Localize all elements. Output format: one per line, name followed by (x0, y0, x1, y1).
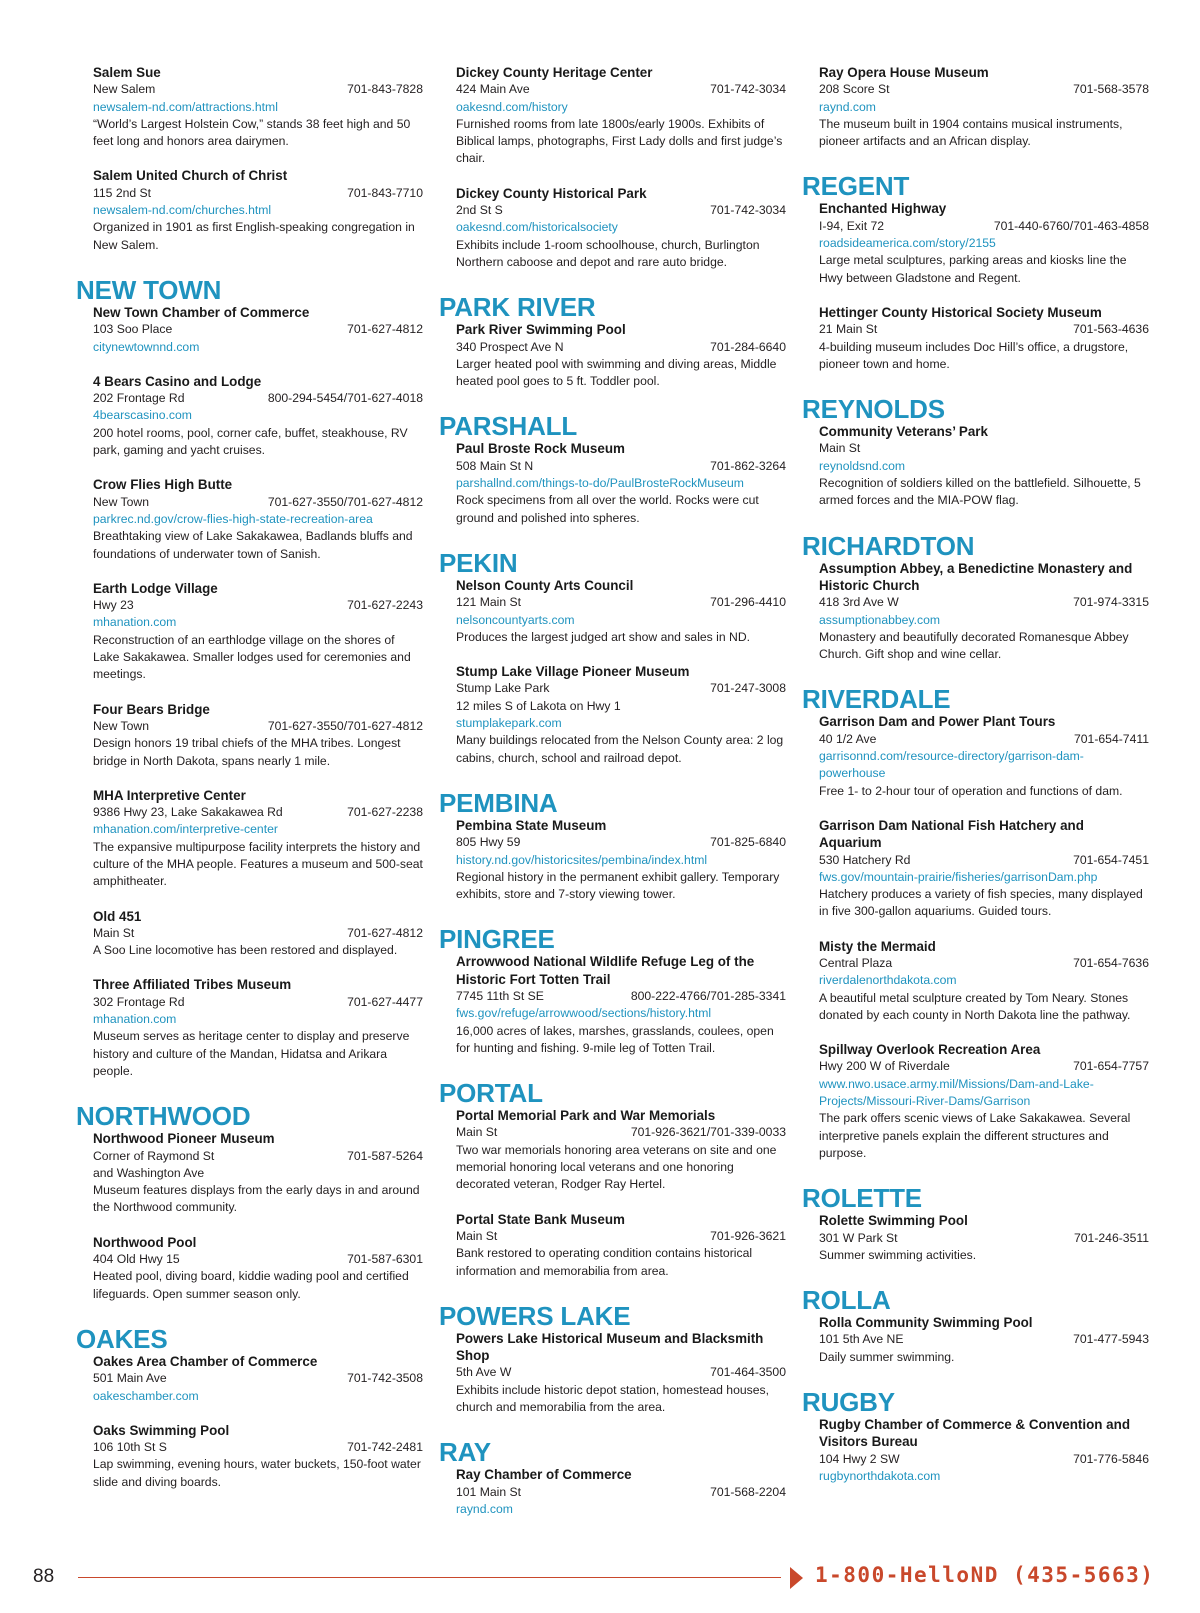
city-section (439, 292, 786, 390)
listing-entry (456, 1211, 786, 1280)
listing-entry (819, 1314, 1149, 1366)
address-phone-row (93, 321, 423, 338)
listing-entry (819, 1041, 1149, 1162)
listing-entry (819, 64, 1149, 150)
listing-website-link[interactable]: parkrec.nd.gov/crow-flies-high-state-recreation-area (93, 511, 373, 526)
address-phone-row (819, 852, 1149, 869)
listing-name: Ray Opera House Museum (819, 65, 989, 80)
listing-website-link[interactable]: reynoldsnd.com (819, 458, 906, 473)
listing-name: Community Veterans’ Park (819, 424, 988, 440)
listing-website-link[interactable]: oakesnd.com/history (456, 99, 568, 114)
listing-description: Regional history in the permanent exhibit gallery. Temporary exhibits, store and 7-story viewing tower. (456, 869, 780, 902)
listing-website-link[interactable]: nelsoncountyarts.com (456, 612, 575, 627)
listing-phone: 701-742-2481 (347, 1440, 423, 1455)
listing-entry (456, 663, 786, 767)
city-section (439, 1437, 786, 1518)
listing-name: Salem Sue (93, 65, 161, 80)
address-phone-row (819, 440, 1149, 457)
listing-address: Main St (456, 1228, 498, 1243)
city-heading: OAKES (76, 1323, 168, 1354)
listing-entry (93, 373, 423, 459)
listing-entry (456, 1330, 786, 1416)
listing-phone: 701-654-7636 (1073, 955, 1149, 970)
listing-address: 103 Soo Place (93, 322, 173, 337)
city-section (802, 394, 1149, 509)
listing-name: Misty the Mermaid (819, 938, 936, 954)
city-section (439, 787, 786, 903)
city-heading: PARK RIVER (439, 292, 596, 323)
listing-website-link[interactable]: citynewtownnd.com (93, 339, 200, 354)
listing-address: Central Plaza (819, 955, 893, 970)
listing-website-link[interactable]: history.nd.gov/historicsites/pembina/index.html (456, 852, 708, 867)
footer-phone-number: 1-800-HelloND (435-5663) (815, 1563, 1155, 1587)
listing-name: Portal Memorial Park and War Memorials (456, 1108, 716, 1124)
city-section (802, 1285, 1149, 1366)
city-section (819, 64, 1149, 150)
address-phone-row (819, 81, 1149, 98)
listing-description: Hatchery produces a variety of fish species, many displayed in five 300-gallon aquariums. Guided tours. (819, 887, 1143, 919)
listing-address: 508 Main St N (456, 458, 534, 473)
city-heading: PEMBINA (439, 787, 558, 818)
listing-phone: 701-464-3500 (710, 1365, 786, 1380)
listing-entry (456, 577, 786, 646)
arrow-right-icon (790, 1567, 803, 1589)
listing-address: 40 1/2 Ave (819, 731, 877, 746)
city-heading: REYNOLDS (802, 394, 945, 425)
listing-description: Free 1- to 2-hour tour of operation and functions of dam. (819, 783, 1123, 798)
listing-address: 101 Main St (456, 1484, 522, 1499)
listing-phone: 701-587-6301 (347, 1252, 423, 1267)
city-heading: NEW TOWN (76, 274, 222, 305)
listing-phone: 701-627-4477 (347, 994, 423, 1009)
listing-phone: 701-568-3578 (1073, 82, 1149, 97)
listing-name: Paul Broste Rock Museum (456, 441, 625, 457)
listing-phone: 701-776-5846 (1073, 1451, 1149, 1466)
listing-website-link[interactable]: newsalem-nd.com/churches.html (93, 203, 272, 218)
listing-name: Northwood Pioneer Museum (93, 1131, 275, 1147)
address-phone-row (819, 1230, 1149, 1247)
listing-description: Produces the largest judged art show and sales in ND. (456, 629, 751, 644)
listing-name: Oaks Swimming Pool (93, 1422, 230, 1438)
address-phone-row (819, 218, 1149, 235)
city-section (802, 1387, 1149, 1485)
listing-entry (93, 1353, 423, 1405)
listing-website-link[interactable]: raynd.com (456, 1501, 513, 1516)
listing-entry (93, 476, 423, 562)
city-section (456, 64, 786, 271)
listing-entry (819, 1416, 1149, 1485)
column-1 (76, 64, 423, 1508)
listing-address: 121 Main St (456, 595, 522, 610)
listing-entry (93, 580, 423, 684)
city-section (76, 1101, 423, 1303)
listing-description: The expansive multipurpose facility interprets the history and culture of the MHA people. Features a museum and 500-seat amphitheater. (93, 839, 423, 889)
listing-phone: 701-296-4410 (710, 595, 786, 610)
listing-phone: 701-627-2243 (347, 598, 423, 613)
listing-description: A beautiful metal sculpture created by Tom Neary. Stones donated by each county in North Dakota line the pathway. (819, 990, 1131, 1022)
listing-name: Four Bears Bridge (93, 701, 210, 717)
listing-phone: 701-742-3034 (710, 82, 786, 97)
listing-description: Rock specimens from all over the world. Rocks were cut ground and polished into spheres. (456, 493, 759, 525)
listing-name: MHA Interpretive Center (93, 787, 246, 803)
listing-website-link[interactable]: mhanation.com (93, 1012, 177, 1027)
city-heading: PORTAL (439, 1078, 543, 1109)
listing-entry (456, 1107, 786, 1193)
listing-entry (93, 1234, 423, 1303)
city-heading: POWERS LAKE (439, 1300, 631, 1331)
listing-entry (93, 304, 423, 356)
column-3 (802, 64, 1149, 1502)
page-footer (0, 1560, 1200, 1600)
listing-entry (456, 953, 786, 1057)
listing-address: 501 Main Ave (93, 1371, 167, 1386)
listing-description: Many buildings relocated from the Nelson County area: 2 log cabins, church, school and railroad depot. (456, 733, 784, 765)
listing-description: Exhibits include historic depot station, homestead houses, church and memorabilia from the area. (456, 1382, 769, 1415)
listing-address: 2nd St S (456, 203, 503, 218)
listing-website-link[interactable]: garrisonnd.com/resource-directory/garrison-dam-powerhouse (819, 749, 1084, 781)
address-phone-row (819, 1331, 1149, 1348)
listing-entry (819, 200, 1149, 286)
listing-description: Large metal sculptures, parking areas and kiosks line the Hwy between Gladstone and Regent. (819, 253, 1127, 285)
city-heading: REGENT (802, 171, 910, 202)
listing-website-link[interactable]: www.nwo.usace.army.mil/Missions/Dam-and-Lake-Projects/Missouri-River-Dams/Garrison (819, 1076, 1094, 1109)
listing-entry (819, 817, 1149, 921)
listing-phone: 701-477-5943 (1073, 1332, 1149, 1347)
listing-entry (93, 1130, 423, 1216)
listing-entry (93, 701, 423, 770)
address-phone-row (819, 1058, 1149, 1075)
listing-phone: 800-294-5454/701-627-4018 (267, 391, 423, 406)
listing-address: Corner of Raymond St (93, 1148, 215, 1163)
listing-website-link[interactable]: rugbynorthdakota.com (819, 1468, 941, 1483)
listing-phone: 800-222-4766/701-285-3341 (630, 988, 786, 1003)
address-phone-row (456, 680, 786, 697)
listing-address: 424 Main Ave (456, 82, 530, 97)
listing-website-link[interactable]: 4bearscasino.com (93, 408, 192, 423)
listing-address: 5th Ave W (456, 1365, 512, 1380)
city-heading: RUGBY (802, 1387, 895, 1418)
listing-address: Main St (93, 925, 135, 940)
listing-address: 340 Prospect Ave N (456, 339, 564, 354)
listing-description: Recognition of soldiers killed on the battlefield. Silhouette, 5 armed forces and the MIA-POW flag. (819, 476, 1141, 508)
listing-name: Assumption Abbey, a Benedictine Monastery and Historic Church (819, 560, 1133, 593)
listing-description: Daily summer swimming. (819, 1349, 955, 1364)
page-number: 88 (33, 1566, 55, 1587)
listing-address: 9386 Hwy 23, Lake Sakakawea Rd (93, 805, 283, 820)
city-heading: NORTHWOOD (76, 1101, 251, 1132)
address-phone-row (819, 321, 1149, 338)
listing-description: Monastery and beautifully decorated Romanesque Abbey Church. Gift shop and wine cellar. (819, 629, 1129, 662)
city-heading: ROLLA (802, 1285, 891, 1316)
address-phone-row (93, 994, 423, 1011)
listing-website-link[interactable]: roadsideamerica.com/story/2155 (819, 236, 996, 251)
address-phone-row (819, 955, 1149, 972)
listing-phone: 701-926-3621/701-339-0033 (630, 1125, 786, 1140)
listing-name: Dickey County Heritage Center (456, 65, 653, 80)
city-heading: RAY (439, 1437, 491, 1468)
listing-name: Earth Lodge Village (93, 580, 218, 596)
address-phone-row (456, 988, 786, 1005)
listing-website-link[interactable]: oakeschamber.com (93, 1388, 199, 1403)
city-section (76, 274, 423, 1080)
listing-name: Pembina State Museum (456, 817, 607, 833)
address-phone-row (456, 1124, 786, 1141)
listing-name: Powers Lake Historical Museum and Blacksmith Shop (456, 1330, 764, 1364)
listing-entry (456, 185, 786, 271)
listing-description: 200 hotel rooms, pool, corner cafe, buffet, steakhouse, RV park, gaming and yacht cruises. (93, 425, 408, 458)
listing-phone: 701-247-3008 (710, 681, 786, 696)
listing-entry (819, 938, 1149, 1024)
listing-phone: 701-627-3550/701-627-4812 (267, 718, 423, 733)
listing-address: New Town (93, 494, 149, 509)
listing-name: New Town Chamber of Commerce (93, 304, 310, 320)
listing-address-line-2: and Washington Ave (93, 1165, 205, 1180)
listing-website-link[interactable]: oakesnd.com/historicalsociety (456, 220, 618, 235)
address-phone-row (456, 458, 786, 475)
address-phone-row (93, 718, 423, 735)
city-heading: RIVERDALE (802, 684, 951, 715)
listing-name: Rolette Swimming Pool (819, 1213, 968, 1229)
listing-website-link[interactable]: riverdalenorthdakota.com (819, 973, 957, 988)
listing-name: Portal State Bank Museum (456, 1211, 625, 1227)
address-phone-row (93, 1251, 423, 1268)
listing-entry (93, 167, 423, 253)
listing-description: Summer swimming activities. (819, 1247, 977, 1262)
address-phone-row (93, 1439, 423, 1456)
listing-name: Spillway Overlook Recreation Area (819, 1042, 1041, 1058)
listing-address: 106 10th St S (93, 1440, 167, 1455)
listing-description: Design honors 19 tribal chiefs of the MHA tribes. Longest bridge in North Dakota, spans nearly 1 mile. (93, 736, 401, 768)
address-phone-row (456, 1228, 786, 1245)
listing-phone: 701-284-6640 (710, 339, 786, 354)
listing-website-link[interactable]: newsalem-nd.com/attractions.html (93, 99, 278, 114)
listing-description: Lap swimming, evening hours, water buckets, 150-foot water slide and diving boards. (93, 1457, 421, 1489)
city-section (76, 1323, 423, 1491)
column-2 (439, 64, 786, 1535)
listing-description: Organized in 1901 as first English-speaking congregation in New Salem. (93, 220, 415, 252)
address-phone-row (456, 834, 786, 851)
listing-phone: 701-587-5264 (347, 1148, 423, 1163)
listing-address: Main St (819, 441, 861, 456)
listing-phone: 701-568-2204 (710, 1484, 786, 1499)
listing-phone: 701-742-3034 (710, 203, 786, 218)
listing-name: Ray Chamber of Commerce (456, 1467, 632, 1483)
listing-name: Rolla Community Swimming Pool (819, 1315, 1033, 1331)
listing-description: The museum built in 1904 contains musical instruments, pioneer artifacts and an African display. (819, 116, 1123, 149)
listing-entry (819, 560, 1149, 664)
listing-address: Stump Lake Park (456, 681, 550, 696)
listing-address: 104 Hwy 2 SW (819, 1451, 900, 1466)
address-phone-row (93, 390, 423, 407)
listing-name: Stump Lake Village Pioneer Museum (456, 664, 690, 680)
city-section (439, 1300, 786, 1416)
listing-phone: 701-627-4812 (347, 925, 423, 940)
listing-address: 115 2nd St (93, 185, 152, 200)
listing-address: 7745 11th St SE (456, 988, 544, 1003)
listing-address: 202 Frontage Rd (93, 391, 185, 406)
listing-website-link[interactable]: mhanation.com/interpretive-center (93, 822, 278, 837)
address-phone-row (456, 1364, 786, 1381)
listing-entry (819, 713, 1149, 799)
listing-description: Heated pool, diving board, kiddie wading pool and certified lifeguards. Open summer season only. (93, 1269, 409, 1301)
listing-address: Hwy 23 (93, 598, 134, 613)
listing-name: Park River Swimming Pool (456, 322, 626, 338)
city-heading: ROLETTE (802, 1183, 922, 1214)
listing-phone: 701-825-6840 (710, 835, 786, 850)
address-phone-row (93, 494, 423, 511)
listing-name: Oakes Area Chamber of Commerce (93, 1353, 318, 1369)
listing-entry (456, 321, 786, 390)
listing-entry (456, 440, 786, 526)
address-phone-row (456, 594, 786, 611)
listing-name: 4 Bears Casino and Lodge (93, 373, 262, 389)
listing-phone: 701-974-3315 (1073, 595, 1149, 610)
listing-name: Garrison Dam and Power Plant Tours (819, 714, 1056, 730)
listing-phone: 701-563-4636 (1073, 322, 1149, 337)
listing-name: Three Affiliated Tribes Museum (93, 977, 292, 993)
city-section (439, 411, 786, 526)
listing-entry (93, 1422, 423, 1491)
listing-phone: 701-654-7757 (1073, 1059, 1149, 1074)
listing-description: 16,000 acres of lakes, marshes, grasslands, coulees, open for hunting and fishing. 9-mile leg of Totten Trail. (456, 1023, 774, 1055)
listing-entry (93, 64, 423, 150)
address-phone-row (93, 1148, 423, 1165)
listing-address: Main St (456, 1125, 498, 1140)
listing-name: Crow Flies High Butte (93, 477, 233, 493)
address-phone-row (456, 1484, 786, 1501)
address-phone-row (819, 1451, 1149, 1468)
listing-name: Enchanted Highway (819, 201, 947, 217)
listing-description: Reconstruction of an earthlodge village on the shores of Lake Sakakawea. Smaller lodges used for ceremonies and meetings. (93, 632, 411, 682)
address-phone-row (93, 81, 423, 98)
address-phone-row (819, 731, 1149, 748)
listing-phone: 701-843-7828 (347, 82, 423, 97)
listing-entry (93, 908, 423, 960)
listing-address: 301 W Park St (819, 1230, 898, 1245)
listing-name: Garrison Dam National Fish Hatchery and Aquarium (819, 817, 1084, 851)
city-heading: PEKIN (439, 547, 518, 578)
city-section (439, 924, 786, 1057)
city-section (802, 530, 1149, 664)
listing-description: The park offers scenic views of Lake Sakakawea. Several interpretive panels explain the different structures and purpose. (819, 1111, 1131, 1160)
listing-name: Dickey County Historical Park (456, 185, 647, 201)
city-section (802, 684, 1149, 1162)
address-phone-row (93, 925, 423, 942)
listing-address: 805 Hwy 59 (456, 835, 521, 850)
address-phone-row (456, 202, 786, 219)
listing-description: Furnished rooms from late 1800s/early 1900s. Exhibits of Biblical lamps, photographs, First Lady dolls and first judge’s chair. (456, 116, 783, 166)
city-heading: PARSHALL (439, 411, 578, 442)
listing-name: Northwood Pool (93, 1234, 197, 1250)
listing-name: Nelson County Arts Council (456, 577, 634, 593)
listing-entry (819, 1212, 1149, 1264)
listing-description: Larger heated pool with swimming and diving areas, Middle heated pool goes to 5 ft. Toddler pool. (456, 356, 777, 389)
listing-phone: 701-862-3264 (710, 458, 786, 473)
listing-description: Bank restored to operating condition contains historical information and memorabilia from area. (456, 1246, 753, 1278)
listing-phone: 701-926-3621 (710, 1228, 786, 1243)
listing-phone: 701-627-2238 (347, 805, 423, 820)
listing-phone: 701-654-7451 (1073, 852, 1149, 867)
listing-name: Hettinger County Historical Society Museum (819, 304, 1102, 320)
listing-address: 404 Old Hwy 15 (93, 1252, 180, 1267)
listing-website-link[interactable]: assumptionabbey.com (819, 612, 941, 627)
listing-phone: 701-440-6760/701-463-4858 (993, 218, 1149, 233)
listing-phone: 701-742-3508 (347, 1371, 423, 1386)
listing-entry (93, 787, 423, 891)
listing-entry (456, 1466, 786, 1518)
listing-name: Old 451 (93, 908, 142, 924)
address-phone-row (93, 1370, 423, 1387)
listing-address-line-2: 12 miles S of Lakota on Hwy 1 (456, 698, 621, 713)
listing-website-link[interactable]: parshallnd.com/things-to-do/PaulBrosteRockMuseum (456, 476, 744, 491)
city-section (802, 171, 1149, 373)
city-section (802, 1183, 1149, 1264)
listing-description: Two war memorials honoring area veterans on site and one memorial honoring local veterans and one honoring decorated veteran, Rodger Ray Hertel. (456, 1142, 777, 1192)
listing-website-link[interactable]: stumplakepark.com (456, 716, 562, 731)
address-phone-row (819, 594, 1149, 611)
city-section (93, 64, 423, 254)
city-section (439, 547, 786, 767)
listing-entry (93, 976, 423, 1080)
listing-phone: 701-843-7710 (347, 185, 423, 200)
address-phone-row (456, 81, 786, 98)
listing-address: 418 3rd Ave W (819, 595, 899, 610)
listing-website-link[interactable]: fws.gov/mountain-prairie/fisheries/garrisonDam.php (819, 869, 1098, 884)
listing-website-link[interactable]: mhanation.com (93, 615, 177, 630)
listing-address: 530 Hatchery Rd (819, 852, 911, 867)
city-heading: RICHARDTON (802, 530, 975, 561)
listing-address: 302 Frontage Rd (93, 994, 185, 1009)
listing-description: Breathtaking view of Lake Sakakawea, Badlands bluffs and foundations of underwater town of Sanish. (93, 529, 413, 561)
footer-rule (78, 1577, 781, 1578)
city-section (439, 1078, 786, 1280)
listing-address: 208 Score St (819, 82, 890, 97)
address-phone-row (93, 804, 423, 821)
listing-address: 101 5th Ave NE (819, 1332, 904, 1347)
listing-entry (456, 64, 786, 168)
listing-description: Exhibits include 1-room schoolhouse, church, Burlington Northern caboose and depot and rare auto bridge. (456, 237, 760, 269)
listing-website-link[interactable]: fws.gov/refuge/arrowwood/sections/history.html (456, 1006, 712, 1021)
listing-address: New Town (93, 718, 149, 733)
listing-description: Museum features displays from the early days in and around the Northwood community. (93, 1183, 420, 1215)
listing-description: 4-building museum includes Doc Hill’s office, a drugstore, pioneer town and home. (819, 339, 1129, 371)
listing-description: A Soo Line locomotive has been restored and displayed. (93, 943, 398, 958)
listing-phone: 701-627-3550/701-627-4812 (267, 494, 423, 509)
listing-description: Museum serves as heritage center to display and preserve history and culture of the Mandan, Hidatsa and Arikara people. (93, 1029, 410, 1078)
listing-phone: 701-654-7411 (1074, 731, 1149, 746)
listing-entry (819, 423, 1149, 509)
listing-entry (456, 817, 786, 903)
address-phone-row (93, 597, 423, 614)
listing-entry (819, 304, 1149, 373)
listing-name: Rugby Chamber of Commerce & Convention and Visitors Bureau (819, 1417, 1130, 1450)
listing-address: I-94, Exit 72 (819, 218, 885, 233)
address-phone-row (456, 339, 786, 356)
listing-description: “World’s Largest Holstein Cow,” stands 38 feet high and 50 feet long and honors area dairymen. (93, 116, 411, 149)
listing-address: New Salem (93, 82, 156, 97)
address-phone-row (93, 185, 423, 202)
listing-phone: 701-246-3511 (1074, 1230, 1149, 1245)
listing-phone: 701-627-4812 (347, 322, 423, 337)
listing-address: Hwy 200 W of Riverdale (819, 1059, 950, 1074)
listing-name: Salem United Church of Christ (93, 168, 288, 184)
listing-address: 21 Main St (819, 322, 878, 337)
city-heading: PINGREE (439, 924, 555, 955)
listing-name: Arrowwood National Wildlife Refuge Leg of the Historic Fort Totten Trail (456, 954, 755, 987)
listing-website-link[interactable]: raynd.com (819, 99, 876, 114)
